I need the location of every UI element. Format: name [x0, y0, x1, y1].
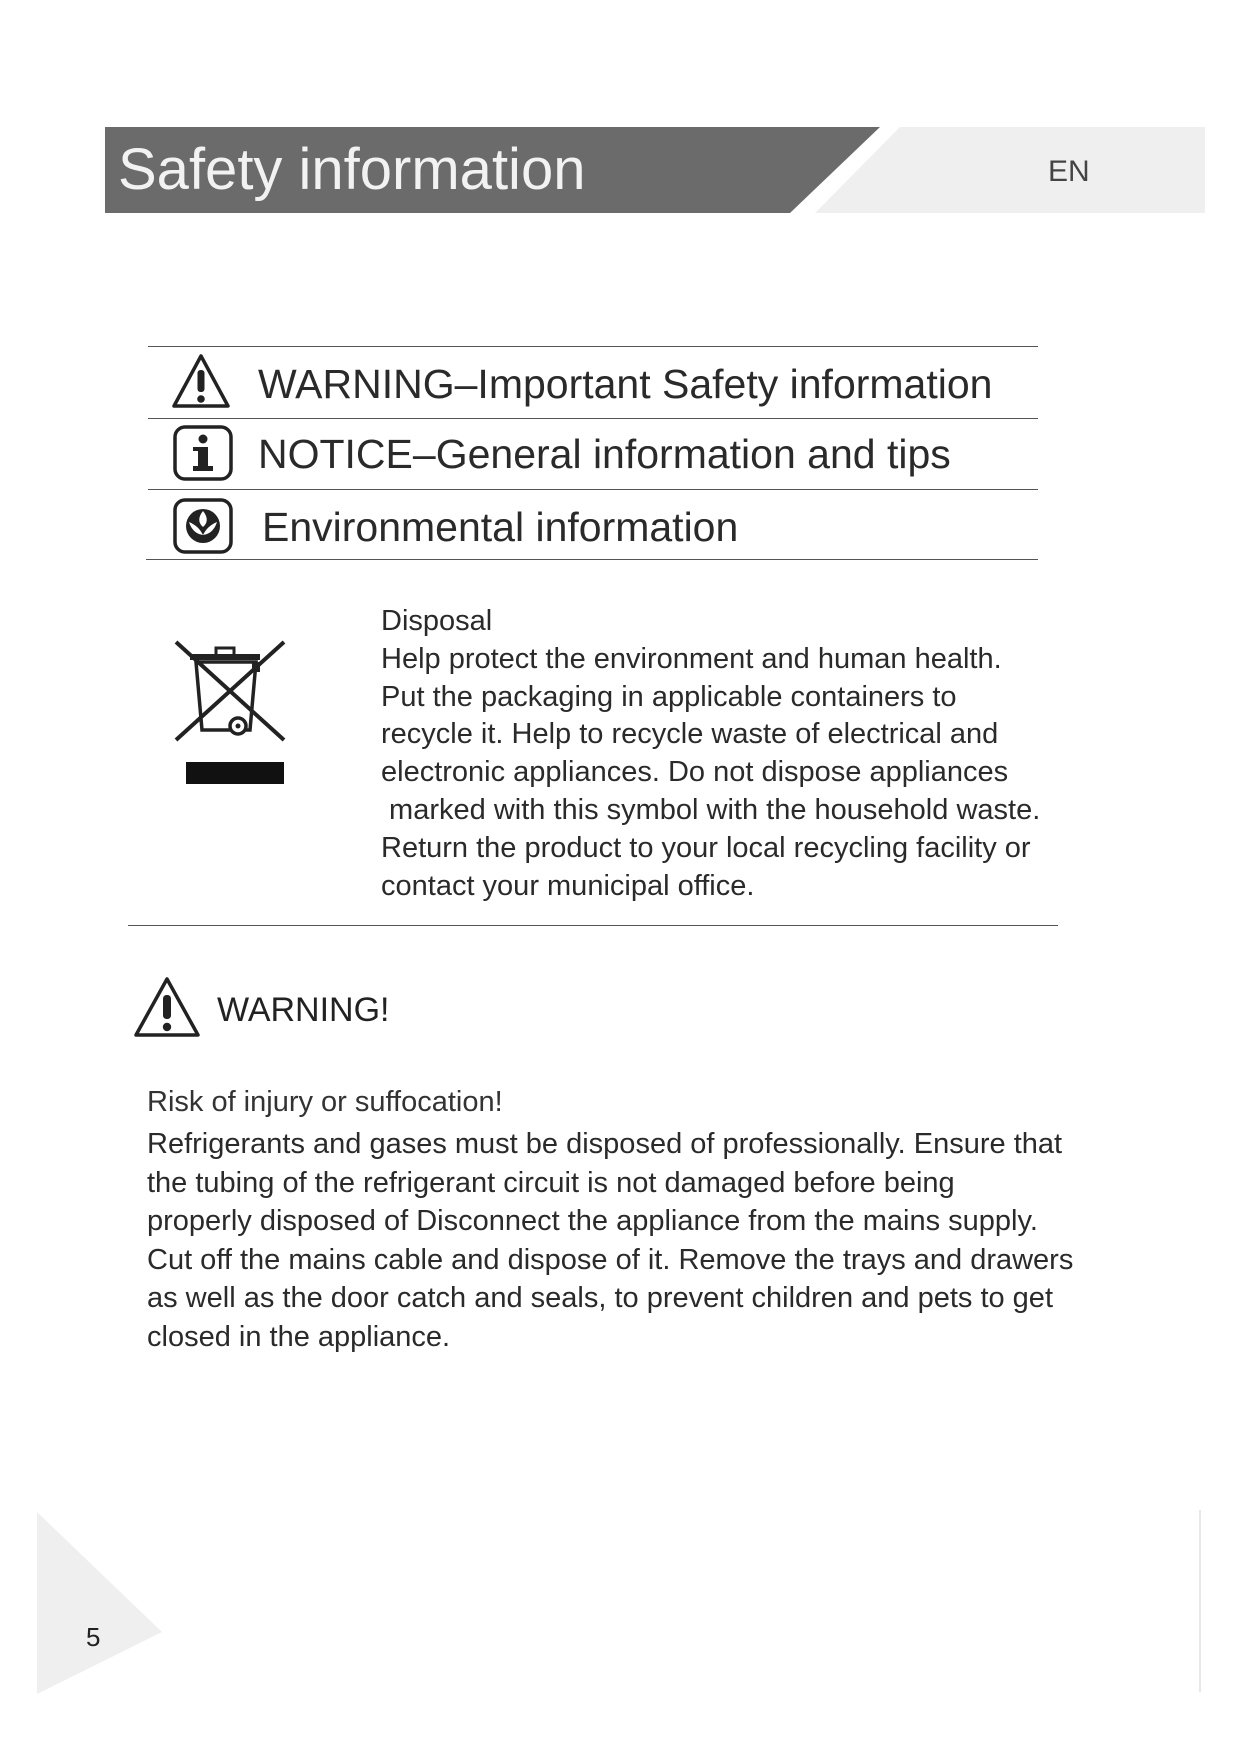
page-title: Safety information: [118, 137, 586, 202]
page-edge-line: [1199, 1510, 1201, 1692]
disposal-line: contact your municipal office.: [381, 869, 755, 902]
warning-line: as well as the door catch and seals, to prevent children and pets to get: [147, 1282, 1053, 1315]
disposal-line: Help protect the environment and human health.: [381, 642, 1002, 675]
warning-line: properly disposed of Disconnect the appliance from the mains supply.: [147, 1205, 1038, 1238]
disposal-line: Put the packaging in applicable containers to: [381, 680, 957, 713]
page-corner-triangle: [37, 1512, 162, 1694]
legend-label-warning: WARNING–Important Safety information: [258, 361, 993, 407]
disposal-line: recycle it. Help to recycle waste of electrical and: [381, 718, 999, 751]
warning-triangle-icon: [132, 975, 202, 1039]
disposal-bottom-rule: [128, 925, 1058, 926]
legend-top-rule: [148, 346, 1038, 347]
crossed-out-wheelie-bin-icon: [172, 638, 292, 802]
disposal-text: [381, 603, 1101, 905]
legend-label-environmental: Environmental information: [262, 504, 739, 550]
legend-rule-1: [148, 418, 1038, 419]
disposal-line: marked with this symbol with the household waste.: [381, 793, 1041, 826]
warning-line: Cut off the mains cable and dispose of it. Remove the trays and drawers: [147, 1243, 1074, 1276]
language-code: EN: [1048, 155, 1090, 188]
legend-label-notice: NOTICE–General information and tips: [258, 431, 951, 477]
disposal-line: Return the product to your local recycling facility or: [381, 831, 1031, 864]
warning-line: the tubing of the refrigerant circuit is not damaged before being: [147, 1166, 955, 1199]
warning-body: [147, 1125, 1107, 1357]
page-number: 5: [86, 1622, 101, 1652]
warning-subheading: Risk of injury or suffocation!: [147, 1086, 503, 1118]
legend-rule-2: [148, 489, 1038, 490]
info-icon: [172, 424, 234, 482]
legend-bottom-rule: [146, 559, 1038, 560]
environment-icon: [172, 497, 234, 555]
disposal-heading: Disposal: [381, 605, 493, 637]
warning-heading: WARNING!: [217, 991, 390, 1029]
warning-line: Refrigerants and gases must be disposed of professionally. Ensure that: [147, 1128, 1063, 1160]
disposal-line: electronic appliances. Do not dispose appliances: [381, 756, 1009, 789]
warning-line: closed in the appliance.: [147, 1320, 451, 1353]
warning-triangle-icon: [170, 352, 232, 410]
